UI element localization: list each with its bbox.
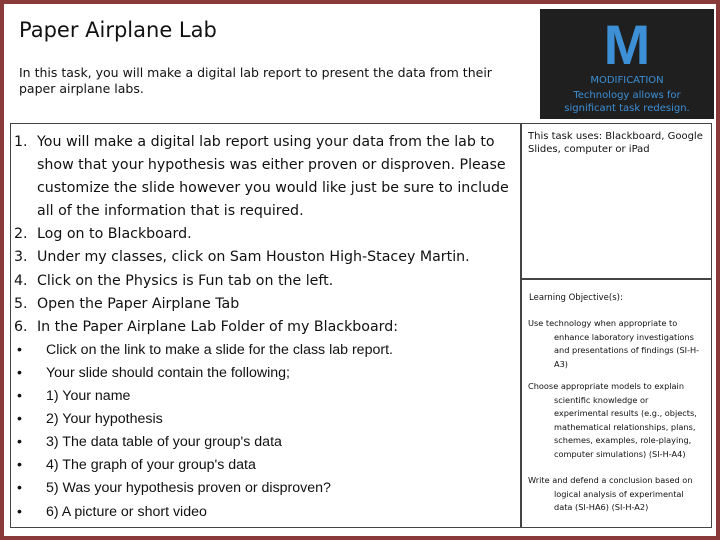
step-item	[14, 131, 514, 223]
objective-line: logical analysis of experimental	[554, 488, 684, 499]
bullet-item	[14, 385, 514, 408]
objective-line: data (SI-HA6) (SI-H-A2)	[554, 502, 649, 513]
step-number: 5.	[14, 295, 28, 312]
step-item	[14, 223, 514, 246]
bullet-icon: •	[17, 411, 22, 428]
bullet-text: 3) The data table of your group's data	[46, 434, 282, 451]
samr-level: MODIFICATION	[590, 75, 664, 86]
objective-line: and presentations of findings (SI-H-	[554, 345, 700, 356]
step-number: 2.	[14, 226, 28, 243]
objective-line: mathematical relationships, plans,	[554, 421, 696, 432]
step-item	[14, 246, 514, 269]
step-text: You will make a digital lab report using your data from the lab to show that your hypothesis was either proven or disproven. Please customize the slide however you would like just be sure to include all of the information that is required.	[37, 134, 509, 220]
bullet-icon: •	[17, 388, 22, 405]
objective-line: schemes, examples, role-playing,	[554, 435, 692, 446]
step-text: Open the Paper Airplane Tab	[37, 295, 240, 312]
samr-letter: M	[603, 13, 651, 76]
objective-line: A3)	[554, 358, 569, 369]
page-title: Paper Airplane Lab	[19, 18, 217, 42]
bullet-text: Click on the link to make a slide for the class lab report.	[46, 341, 393, 358]
objective-line: scientific knowledge or	[554, 394, 649, 405]
step-number: 6.	[14, 318, 28, 335]
bullet-text: Your slide should contain the following;	[46, 364, 290, 381]
bullet-text: 4) The graph of your group's data	[46, 457, 256, 474]
objective-line: Choose appropriate models to explain	[528, 381, 685, 391]
samr-description	[540, 89, 714, 115]
bullet-item	[14, 454, 514, 477]
bullet-text: 5) Was your hypothesis proven or disproven?	[46, 480, 331, 497]
intro-text: In this task, you will make a digital lab report to present the data from their paper airplane labs.	[19, 65, 492, 96]
bullet-item	[14, 408, 514, 431]
bullet-item	[14, 501, 514, 524]
instructions-list	[14, 131, 514, 524]
objective-item	[528, 380, 708, 462]
bullet-item	[14, 362, 514, 385]
objective-line: Use technology when appropriate to	[528, 318, 678, 328]
objective-item	[528, 474, 708, 515]
objectives-heading: Learning Objective(s):	[529, 293, 623, 303]
objective-line: enhance laboratory investigations	[554, 331, 694, 342]
bullet-icon: •	[17, 503, 22, 520]
bullet-icon: •	[17, 434, 22, 451]
samr-description-line: Technology allows for	[573, 90, 681, 101]
step-item	[14, 316, 514, 339]
objective-line: experimental results (e.g., objects,	[554, 408, 697, 419]
objective-item	[528, 317, 708, 371]
tools-text: This task uses: Blackboard, Google Slides, computer or iPad	[528, 131, 703, 155]
bullet-item	[14, 477, 514, 500]
bullet-text: 2) Your hypothesis	[46, 411, 163, 428]
step-number: 3.	[14, 249, 28, 266]
samr-badge	[540, 9, 714, 119]
bullet-item	[14, 339, 514, 362]
step-number: 1.	[14, 134, 28, 150]
step-number: 4.	[14, 272, 28, 289]
step-text: Log on to Blackboard.	[37, 226, 192, 243]
step-item	[14, 293, 514, 316]
bullet-icon: •	[17, 480, 22, 497]
step-item	[14, 270, 514, 293]
step-text: In the Paper Airplane Lab Folder of my Blackboard:	[37, 318, 399, 335]
step-text: Click on the Physics is Fun tab on the left.	[37, 272, 334, 289]
bullet-item	[14, 431, 514, 454]
objective-line: Write and defend a conclusion based on	[528, 475, 693, 485]
bullet-icon: •	[17, 457, 22, 474]
bullet-text: 1) Your name	[46, 388, 131, 405]
bullet-icon: •	[17, 341, 22, 358]
bullet-icon: •	[17, 364, 22, 381]
bullet-text: 6) A picture or short video	[46, 503, 207, 520]
samr-description-line: significant task redesign.	[564, 103, 690, 114]
objective-line: computer simulations) (SI-H-A4)	[554, 448, 686, 459]
step-text: Under my classes, click on Sam Houston High-Stacey Martin.	[37, 249, 470, 266]
